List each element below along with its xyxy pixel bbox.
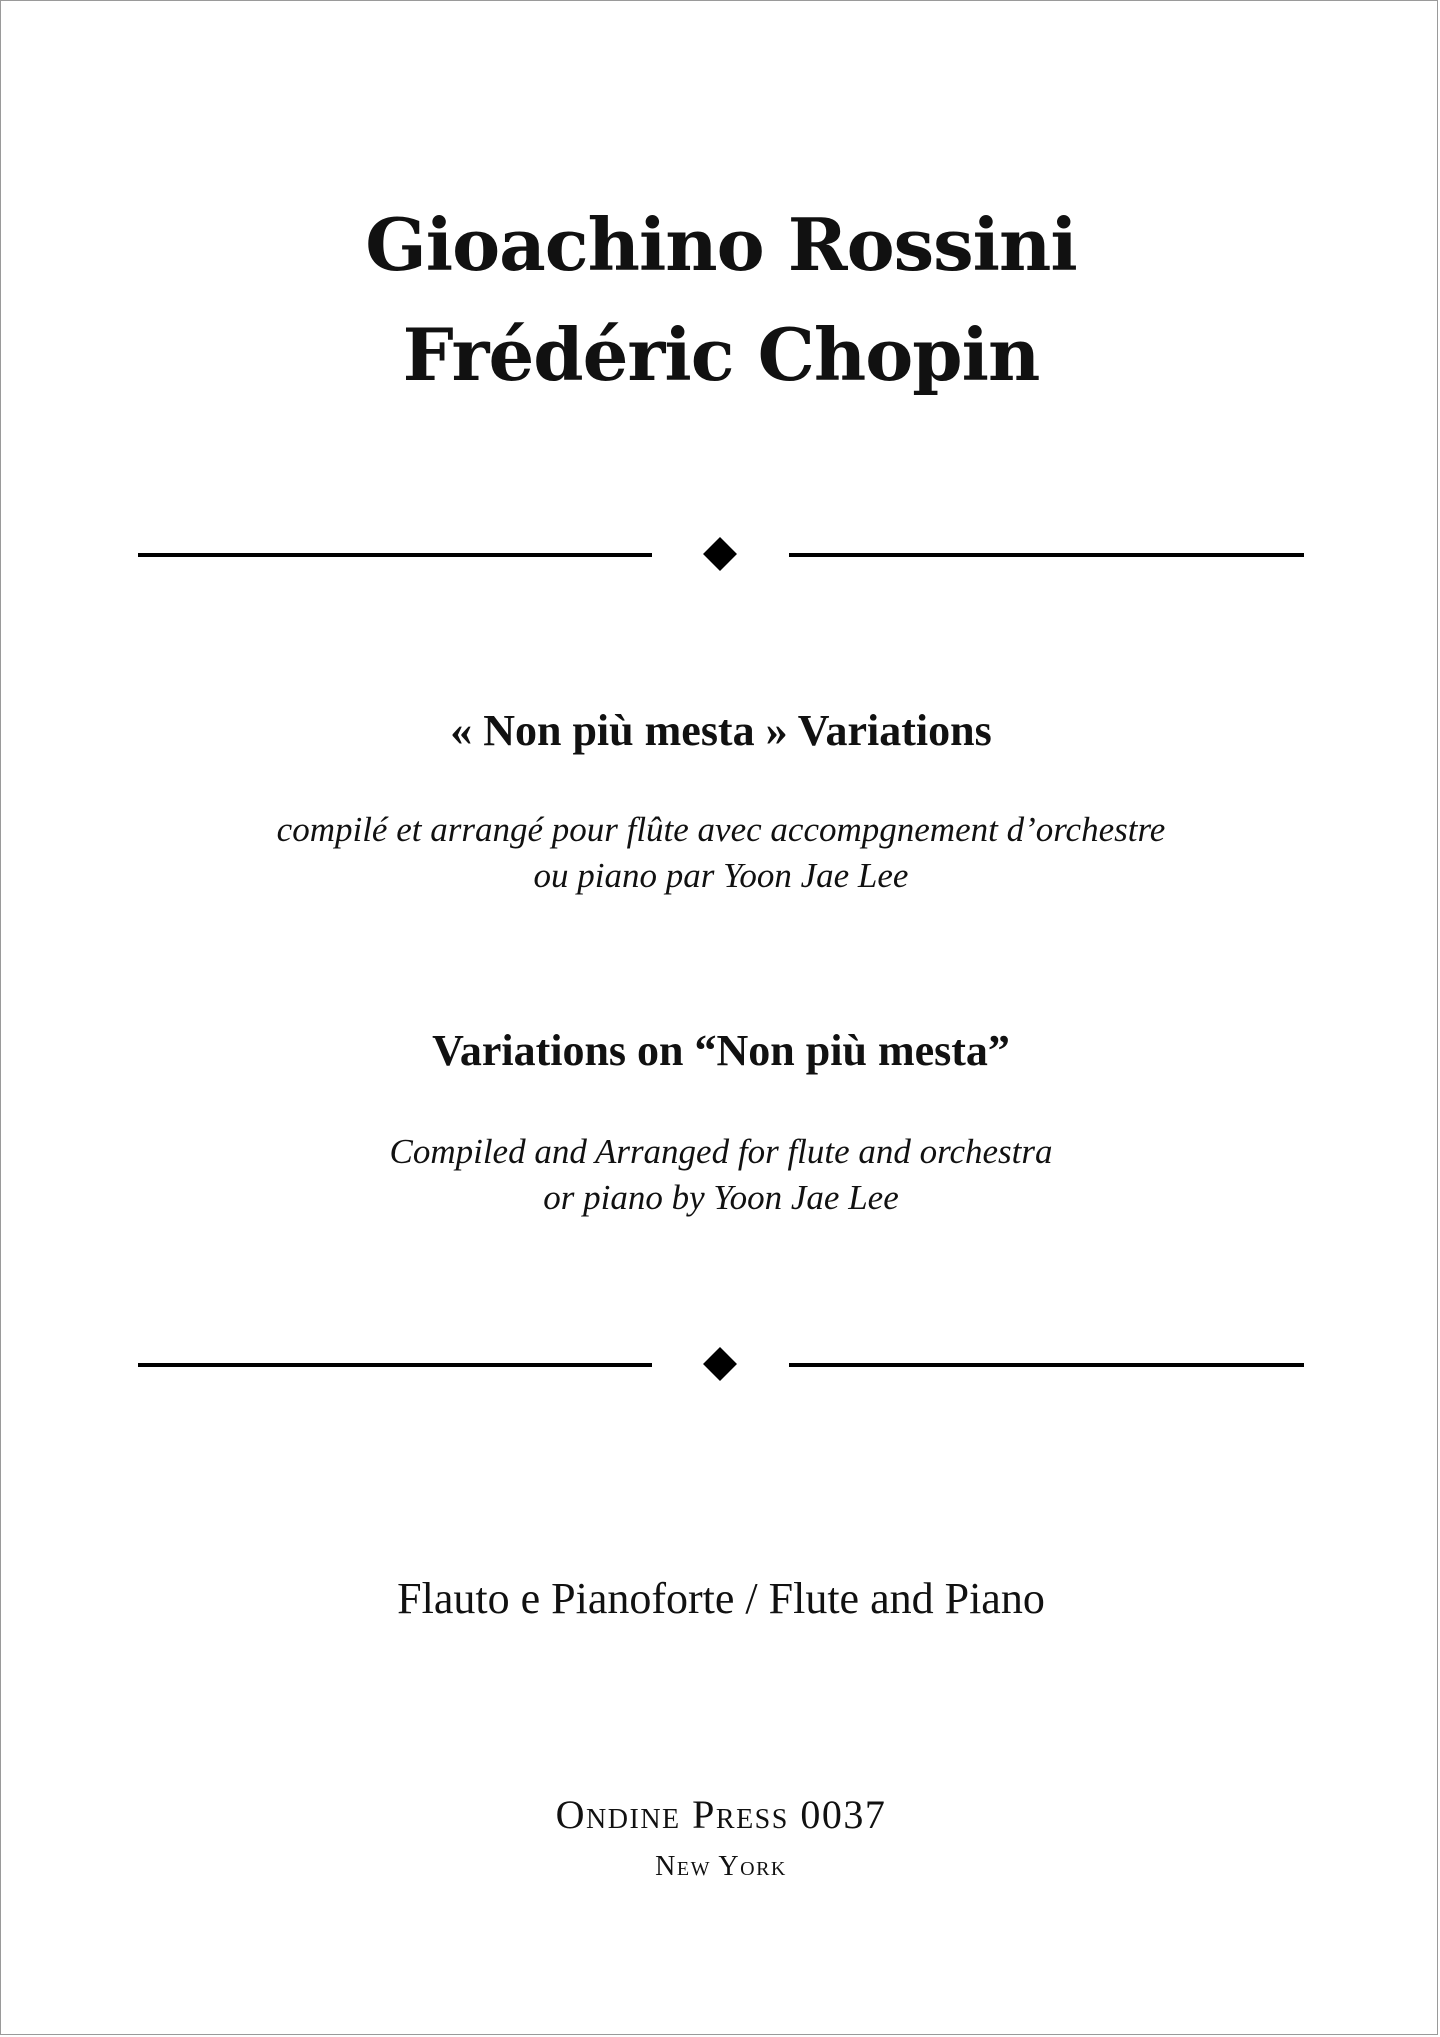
publisher-city: New York — [655, 1851, 787, 1882]
composer-name-rossini: Gioachino Rossini — [365, 202, 1077, 287]
arrangement-note-english-line-1: Compiled and Arranged for flute and orchestra — [389, 1132, 1053, 1171]
divider-rule-left — [138, 1363, 652, 1367]
arrangement-note-french-line-1: compilé et arrangé pour flûte avec accompgnement d’orchestre — [276, 810, 1166, 849]
instrumentation: Flauto e Pianoforte / Flute and Piano — [397, 1574, 1045, 1623]
composer-name-chopin: Frédéric Chopin — [402, 312, 1040, 397]
divider-rule-right — [789, 1363, 1304, 1367]
arrangement-note-french — [1, 807, 1440, 899]
ornamental-divider-top — [1, 540, 1440, 570]
arrangement-note-english-line-2: or piano by Yoon Jae Lee — [543, 1178, 899, 1217]
publisher-name: Ondine Press 0037 — [555, 1792, 887, 1837]
arrangement-note-english — [1, 1129, 1440, 1221]
divider-rule-right — [789, 553, 1304, 557]
diamond-ornament-icon — [703, 537, 737, 571]
work-title-french: « Non più mesta » Variations — [450, 706, 992, 755]
ornamental-divider-bottom — [1, 1350, 1440, 1380]
diamond-ornament-icon — [703, 1347, 737, 1381]
arrangement-note-french-line-2: ou piano par Yoon Jae Lee — [533, 856, 909, 895]
work-title-english: Variations on “Non più mesta” — [432, 1026, 1010, 1075]
divider-rule-left — [138, 553, 652, 557]
